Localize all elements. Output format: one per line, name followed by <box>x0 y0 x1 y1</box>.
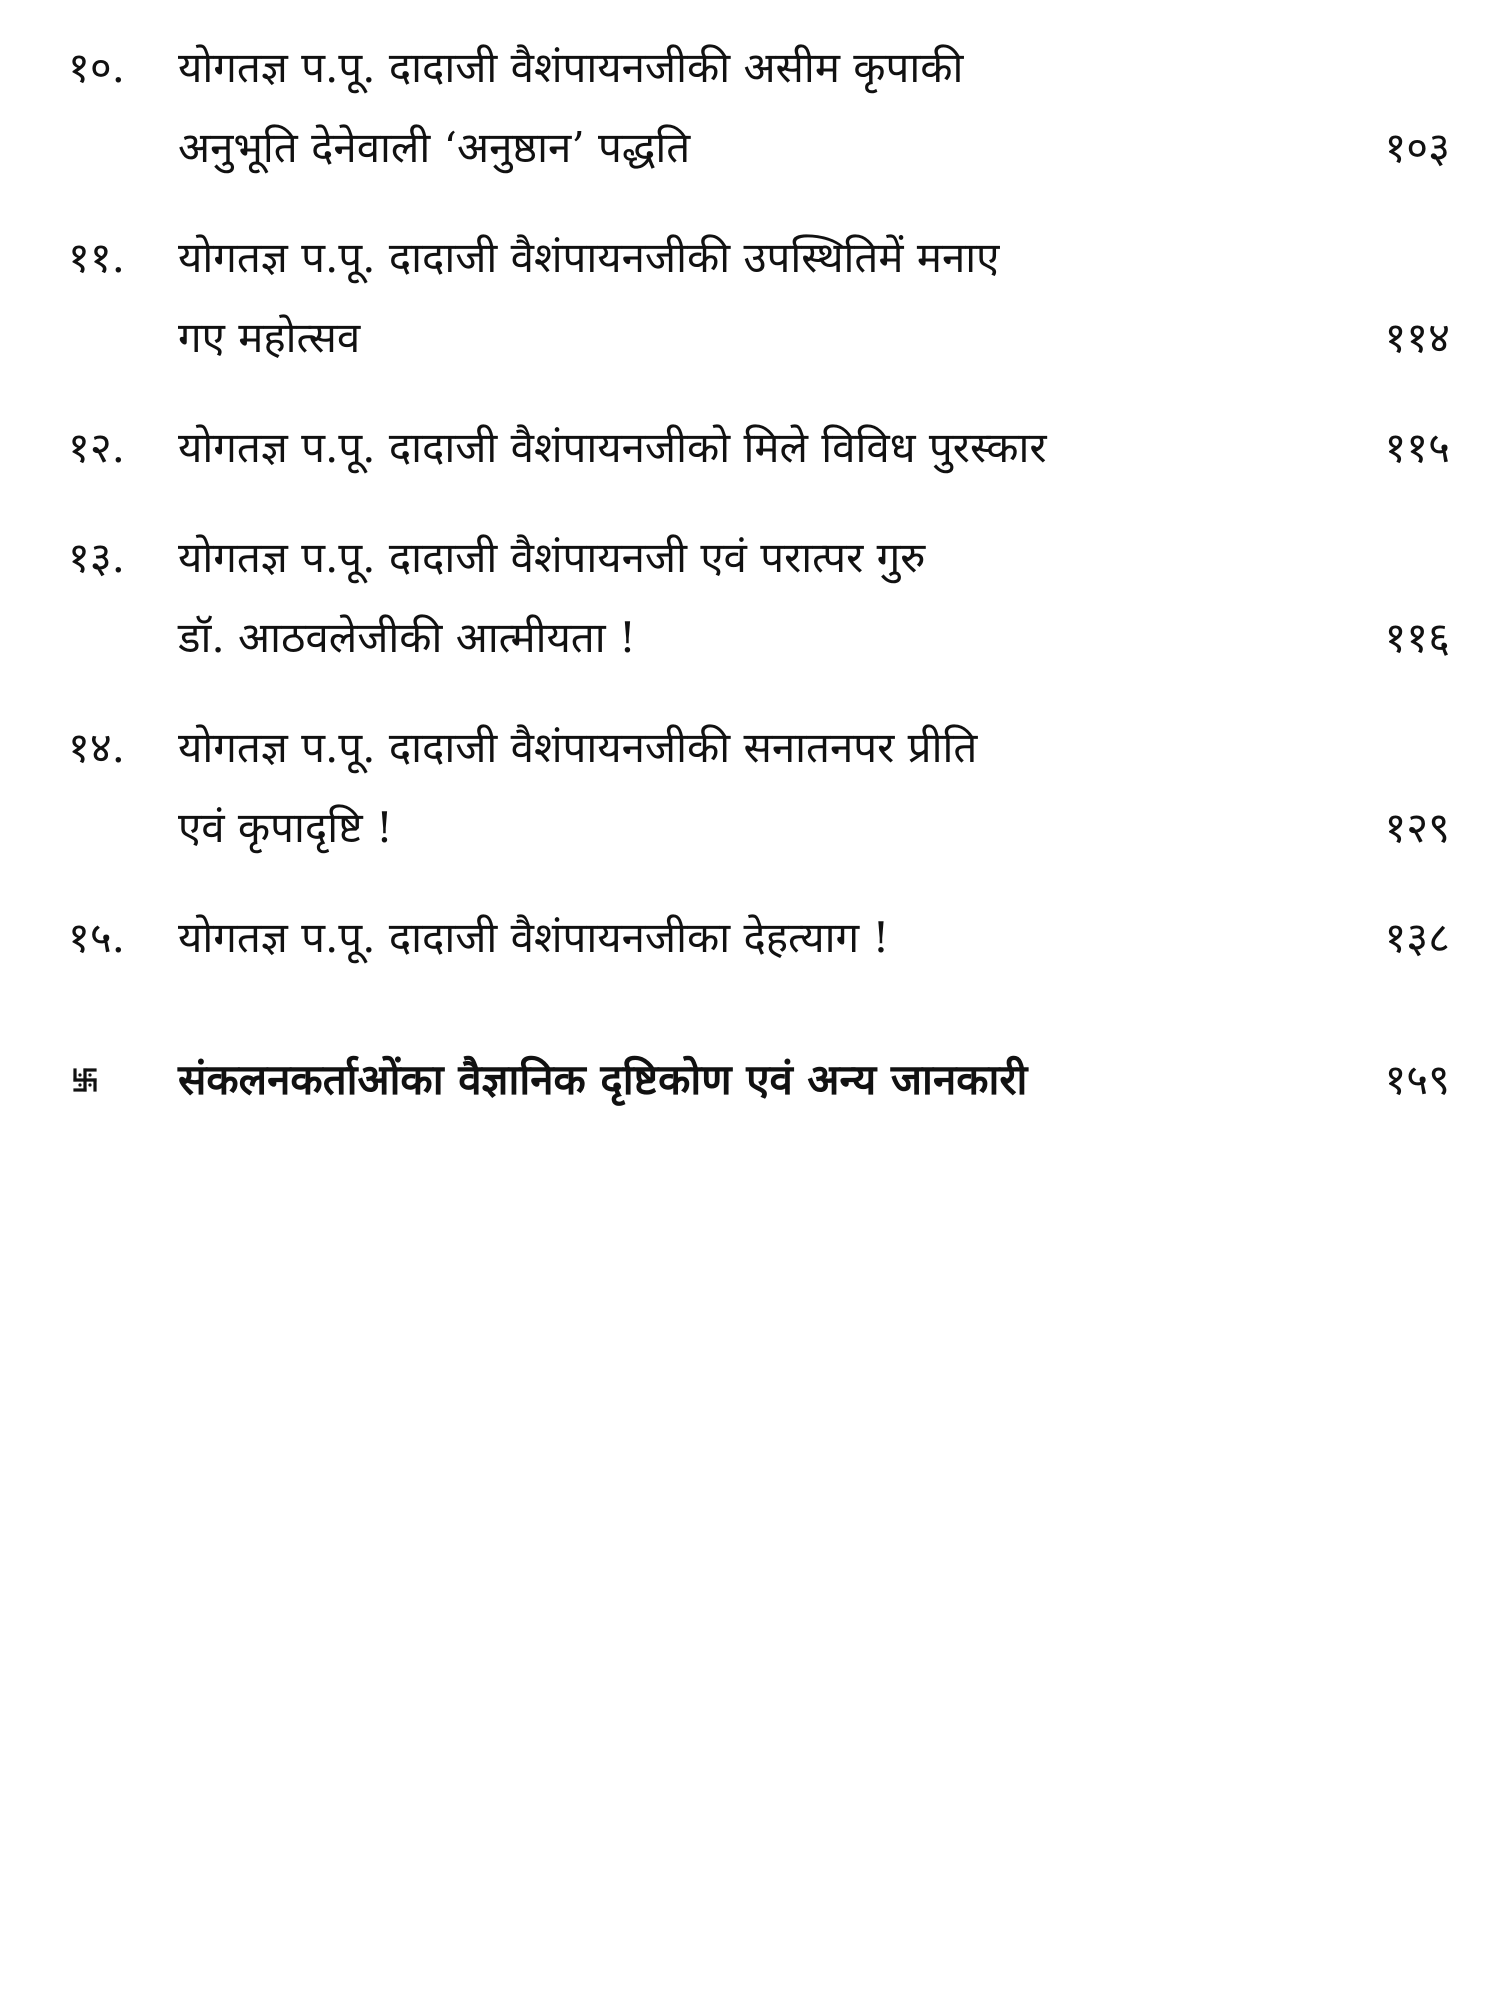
entry-number: १५. <box>68 913 126 962</box>
entry-page-number: ११४ <box>1384 313 1450 362</box>
entry-number: १२. <box>68 423 126 472</box>
entry-title-line-1: योगतज्ञ प.पू. दादाजी वैशंपायनजीका देहत्याग ! <box>178 913 890 962</box>
entry-number: ११. <box>68 233 126 282</box>
entry-title-line-1: योगतज्ञ प.पू. दादाजी वैशंपायनजीको मिले विविध पुरस्कार <box>178 423 1047 472</box>
entry-title-line-2: डॉ. आठवलेजीकी आत्मीयता ! <box>178 613 636 662</box>
entry-number: १४. <box>68 723 126 772</box>
entry-number: १०. <box>68 43 126 92</box>
entry-page-number: १२९ <box>1384 803 1450 852</box>
entry-page-number: १३८ <box>1384 913 1450 962</box>
swastika-icon <box>72 1067 98 1093</box>
entry-title-line-2: अनुभूति देनेवाली ‘अनुष्ठान’ पद्धति <box>178 123 691 172</box>
entry-page-number: ११५ <box>1384 423 1450 472</box>
entry-title-line-2: गए महोत्सव <box>178 313 361 362</box>
entry-title: संकलनकर्ताओंका वैज्ञानिक दृष्टिकोण एवं अन्य जानकारी <box>178 1055 1028 1104</box>
entry-page-number: १०३ <box>1384 123 1450 172</box>
entry-title-line-1: योगतज्ञ प.पू. दादाजी वैशंपायनजीकी सनातनपर प्रीति <box>178 723 978 772</box>
entry-title-line-1: योगतज्ञ प.पू. दादाजी वैशंपायनजीकी उपस्थितिमें मनाए <box>178 233 1000 282</box>
entry-page-number: ११६ <box>1384 613 1450 662</box>
entry-number: १३. <box>68 533 126 582</box>
entry-title-line-2: एवं कृपादृष्टि ! <box>178 803 393 852</box>
entry-title-line-1: योगतज्ञ प.पू. दादाजी वैशंपायनजी एवं परात्पर गुरु <box>178 533 926 582</box>
entry-page-number: १५९ <box>1384 1055 1450 1104</box>
entry-title-line-1: योगतज्ञ प.पू. दादाजी वैशंपायनजीकी असीम कृपाकी <box>178 43 964 92</box>
